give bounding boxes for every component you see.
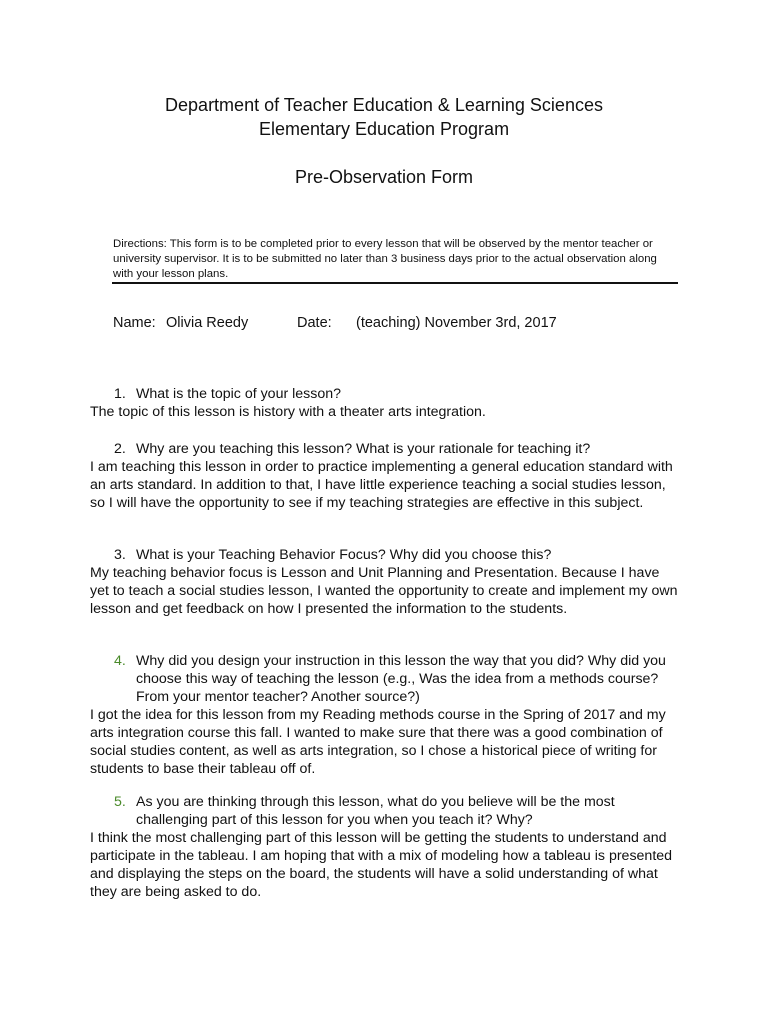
- question-number: 2.: [114, 441, 126, 457]
- name-label: Name:: [113, 315, 156, 331]
- answer-text: I got the idea for this lesson from my Reading methods course in the Spring of 2017 and my arts integration course this fall. I wanted to make sure that there was a good combination of social studies content, as well as arts integration, so I chose a historical piece of writing for students to base their tableau off of.: [90, 707, 666, 777]
- question-text: As you are thinking through this lesson, what do you believe will be the most challenging part of this lesson for you when you teach it? Why?: [136, 794, 615, 828]
- question-text: Why are you teaching this lesson? What is your rationale for teaching it?: [136, 441, 591, 457]
- question-block-2: [90, 440, 682, 512]
- question-block-1: [90, 385, 682, 421]
- question-block-5: [90, 793, 682, 901]
- form-title: Pre-Observation Form: [294, 167, 474, 187]
- answer-text: I am teaching this lesson in order to practice implementing a general education standard with an arts standard. In addition to that, I have little experience teaching a social studies lesson, so I will have the opportunity to see if my teaching strategies are effective in this subject.: [90, 459, 673, 511]
- question-text: Why did you design your instruction in this lesson the way that you did? Why did you choose this way of teaching the lesson (e.g., Was the idea from a methods course? From your mentor teacher? Another source?): [136, 653, 666, 705]
- directions-text: Directions: This form is to be completed prior to every lesson that will be observed by the mentor teacher or university supervisor. It is to be submitted no later than 3 business days prior to the actual observation along with your lesson plans.: [113, 238, 657, 280]
- date-value: (teaching) November 3rd, 2017: [356, 315, 557, 331]
- question-number: 1.: [114, 386, 126, 402]
- question-number: 5.: [114, 794, 126, 810]
- program-title: Elementary Education Program: [258, 119, 510, 139]
- question-text: What is the topic of your lesson?: [136, 386, 342, 402]
- question-number: 4.: [114, 653, 126, 669]
- answer-text: I think the most challenging part of this lesson will be getting the students to understand and participate in the tableau. I am hoping that with a mix of modeling how a tableau is presented and displaying the steps on the board, the students will have a solid understanding of what they are being asked to do.: [90, 830, 673, 900]
- name-value: Olivia Reedy: [166, 315, 249, 331]
- department-title: Department of Teacher Education & Learning Sciences: [165, 95, 603, 115]
- answer-text: My teaching behavior focus is Lesson and Unit Planning and Presentation. Because I have yet to teach a social studies lesson, I wanted the opportunity to create and implement my own lesson and get feedback on how I presented the information to the students.: [90, 565, 678, 617]
- question-block-3: [90, 546, 682, 618]
- date-label: Date:: [297, 315, 332, 331]
- divider: [112, 282, 678, 284]
- answer-text: The topic of this lesson is history with a theater arts integration.: [90, 404, 486, 420]
- form-header: [0, 93, 768, 189]
- question-text: What is your Teaching Behavior Focus? Why did you choose this?: [136, 547, 552, 563]
- question-block-4: [90, 652, 682, 778]
- question-number: 3.: [114, 547, 126, 563]
